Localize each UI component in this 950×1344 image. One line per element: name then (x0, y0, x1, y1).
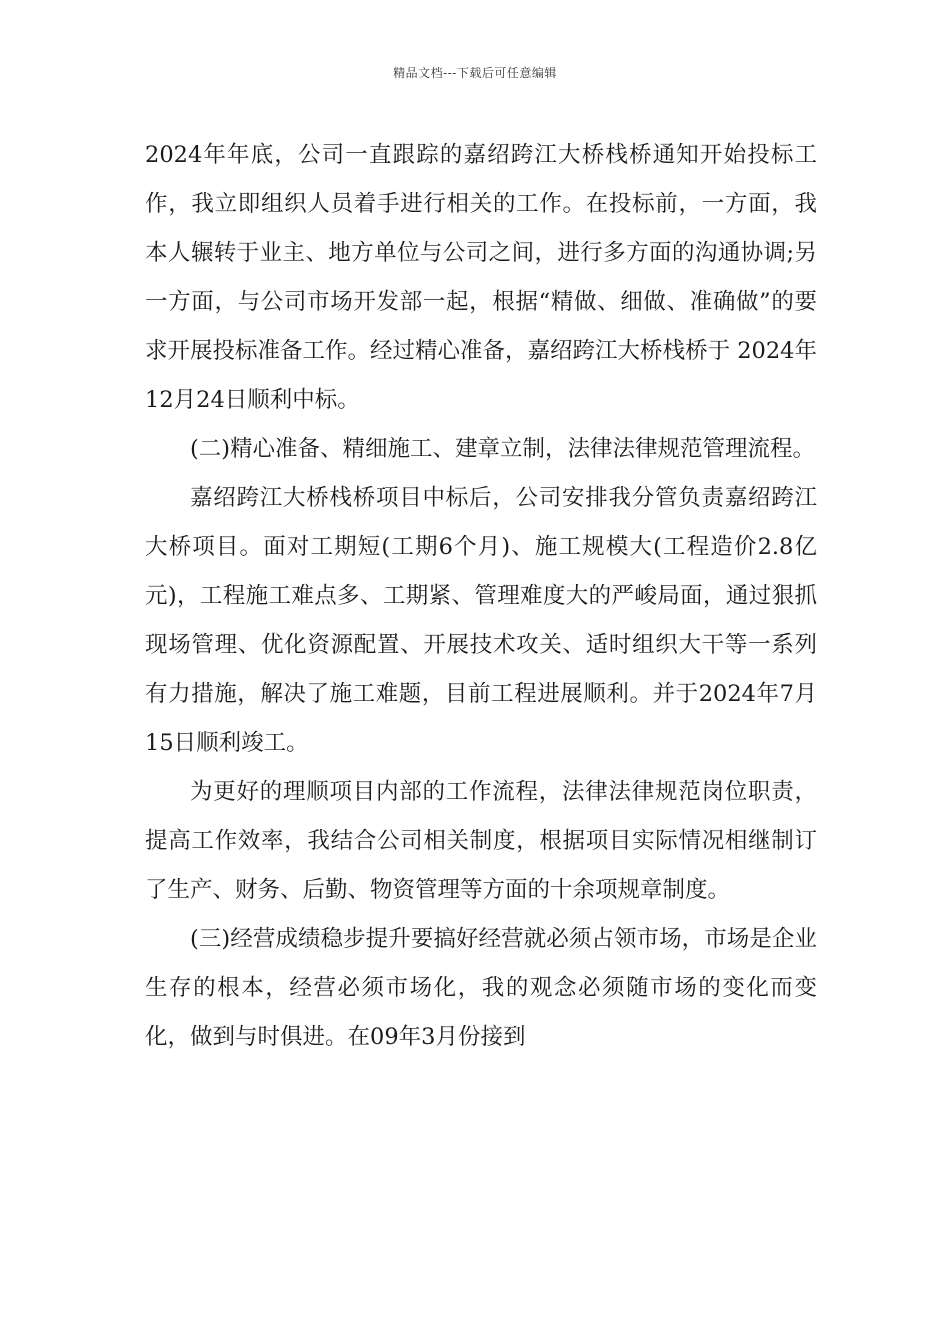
document-body (145, 131, 817, 1062)
paragraph-section-two-heading: (二)精心准备、精细施工、建章立制，法律法律规范管理流程。 (190, 436, 816, 462)
paragraph-workflow-rules: 为更好的理顺项目内部的工作流程，法律法律规范岗位职责，提高工作效率，我结合公司相关制度，根据项目实际情况相继制订了生产、财务、后勤、物资管理等方面的十余项规章制度。 (145, 779, 817, 903)
paragraph-bid-process: 2024年年底，公司一直跟踪的嘉绍跨江大桥栈桥通知开始投标工作，我立即组织人员着手进行相关的工作。在投标前，一方面，我本人辗转于业主、地方单位与公司之间，进行多方面的沟通协调;另一方面，与公司市场开发部一起，根据“精做、细做、准确做”的要求开展投标准备工作。经过精心准备，嘉绍跨江大桥栈桥于 2024年12月24日顺利中标。 (145, 142, 817, 413)
paragraph-section-three: (三)经营成绩稳步提升要搞好经营就必须占领市场，市场是企业生存的根本，经营必须市场化，我的观念必须随市场的变化而变化，做到与时俱进。在09年3月份接到 (145, 926, 817, 1050)
paragraph-project-management: 嘉绍跨江大桥栈桥项目中标后，公司安排我分管负责嘉绍跨江大桥项目。面对工期短(工期6个月)、施工规模大(工程造价2.8亿元)，工程施工难点多、工期紧、管理难度大的严峻局面，通过狠抓现场管理、优化资源配置、开展技术攻关、适时组织大干等一系列有力措施，解决了施工难题，目前工程进展顺利。并于2024年7月15日顺利竣工。 (145, 485, 817, 756)
page-header: 精品文档---下载后可任意编辑 (393, 66, 557, 80)
